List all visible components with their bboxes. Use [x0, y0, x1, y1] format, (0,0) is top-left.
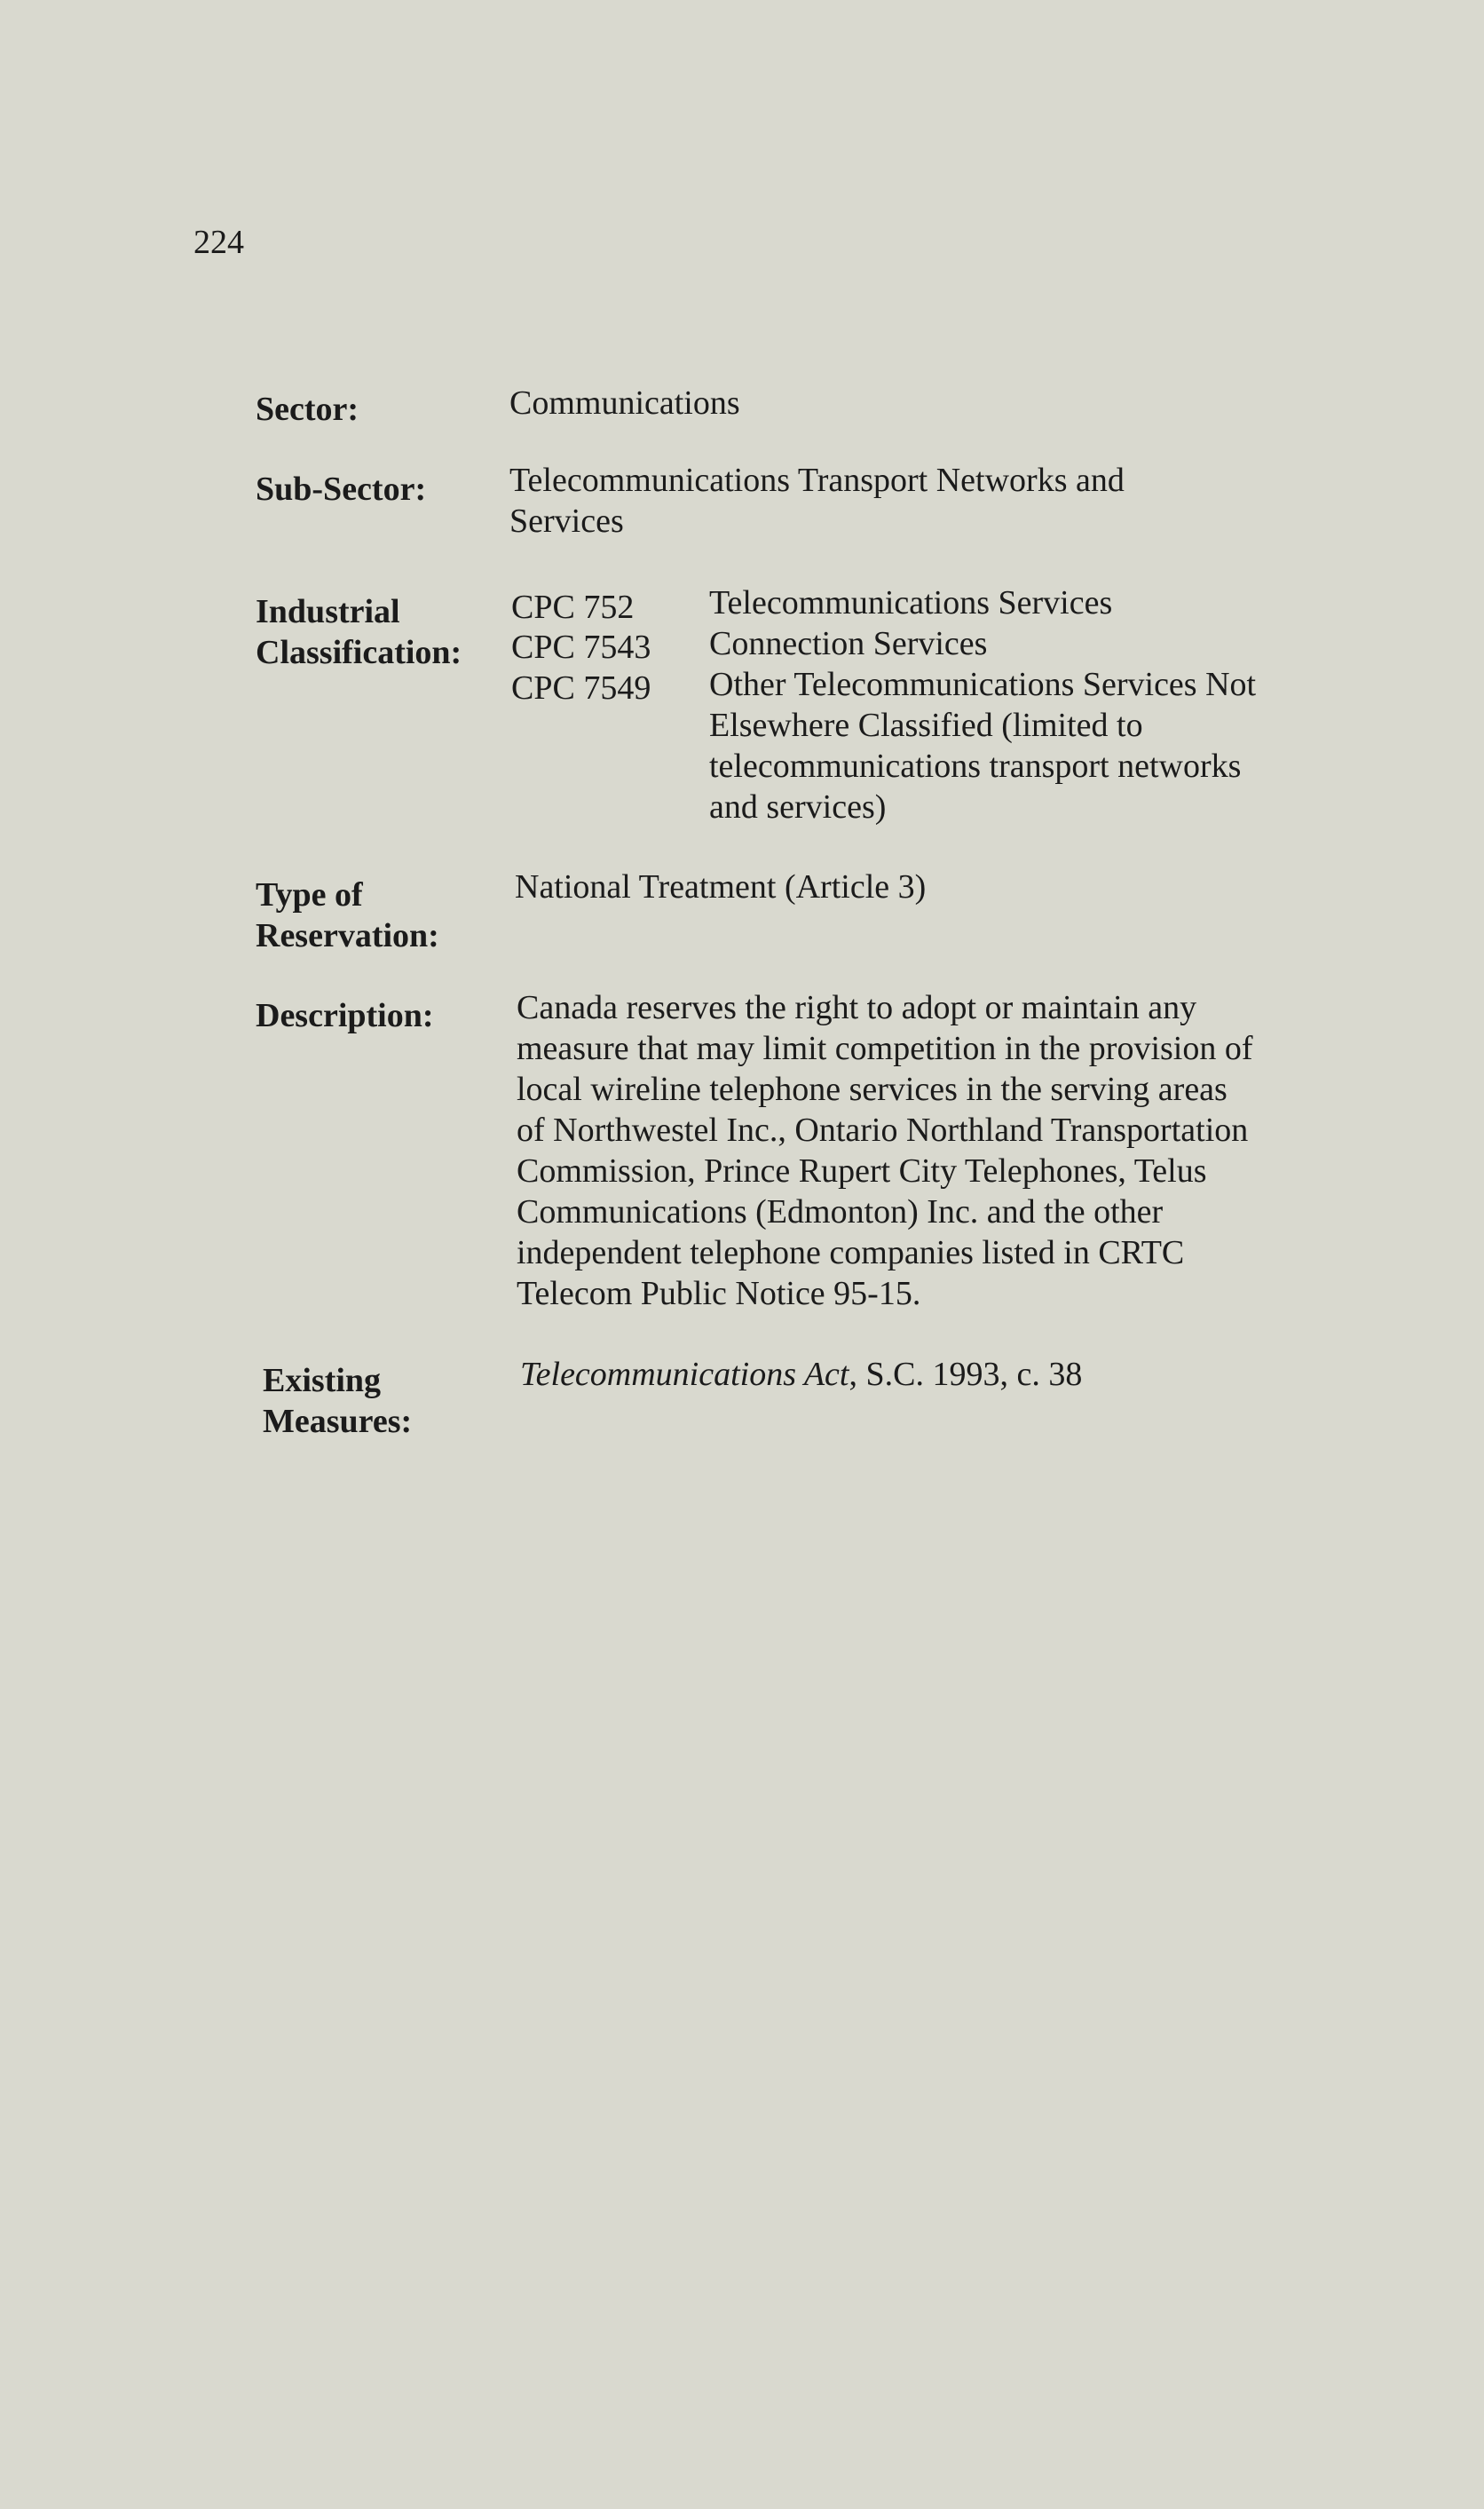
existing-measures-label — [263, 1360, 412, 1442]
cpc-description — [709, 582, 1313, 623]
description-text — [517, 987, 1253, 1314]
existing-measures-value — [520, 1354, 1082, 1395]
sub-sector-value — [509, 460, 1125, 542]
sector-label: Sector: — [256, 391, 359, 428]
description-line: Telecom Public Notice 95-15. — [517, 1275, 921, 1312]
industrial-classification-label — [256, 591, 462, 673]
cpc-description-line: Connection Services — [709, 625, 988, 662]
description-line: Commission, Prince Rupert City Telephones, Telus — [517, 1152, 1207, 1190]
description-label: Description: — [256, 997, 434, 1034]
cpc-description-line: telecommunications transport networks — [709, 748, 1242, 785]
cpc-description-line: Telecommunications Services — [709, 584, 1113, 621]
page-number: 224 — [193, 224, 244, 261]
description-line: measure that may limit competition in the provision of — [517, 1030, 1253, 1067]
act-citation: , S.C. 1993, c. 38 — [849, 1356, 1083, 1393]
description-line: Canada reserves the right to adopt or maintain any — [517, 989, 1197, 1026]
existing-measures-label-line: Measures: — [263, 1403, 413, 1440]
industrial-classification-label-line: Classification: — [256, 634, 462, 671]
description-line: of Northwestel Inc., Ontario Northland Transportation — [517, 1112, 1249, 1149]
description-line: local wireline telephone services in the serving areas — [517, 1071, 1227, 1108]
cpc-description-line: Other Telecommunications Services Not — [709, 666, 1257, 703]
sector-value: Communications — [509, 384, 740, 422]
cpc-code: CPC 752 — [511, 589, 635, 626]
sub-sector-label: Sub-Sector: — [256, 471, 427, 508]
type-of-reservation-label-line: Type of — [256, 876, 363, 914]
sub-sector-value-line: Telecommunications Transport Networks and — [509, 462, 1125, 499]
type-of-reservation-label — [256, 875, 439, 956]
type-of-reservation-value: National Treatment (Article 3) — [515, 868, 927, 906]
existing-measures-label-line: Existing — [263, 1362, 382, 1399]
act-title: Telecommunications Act — [520, 1356, 849, 1393]
type-of-reservation-label-line: Reservation: — [256, 917, 439, 954]
cpc-description-line: Elsewhere Classified (limited to — [709, 707, 1143, 744]
cpc-code: CPC 7543 — [511, 629, 651, 666]
description-line: independent telephone companies listed in CRTC — [517, 1234, 1185, 1271]
description-line: Communications (Edmonton) Inc. and the other — [517, 1193, 1164, 1231]
sub-sector-value-line: Services — [509, 503, 624, 540]
industrial-classification-label-line: Industrial — [256, 593, 400, 630]
cpc-description-line: and services) — [709, 788, 887, 826]
cpc-description — [709, 623, 1313, 664]
cpc-code: CPC 7549 — [511, 669, 651, 707]
cpc-description — [709, 664, 1313, 827]
